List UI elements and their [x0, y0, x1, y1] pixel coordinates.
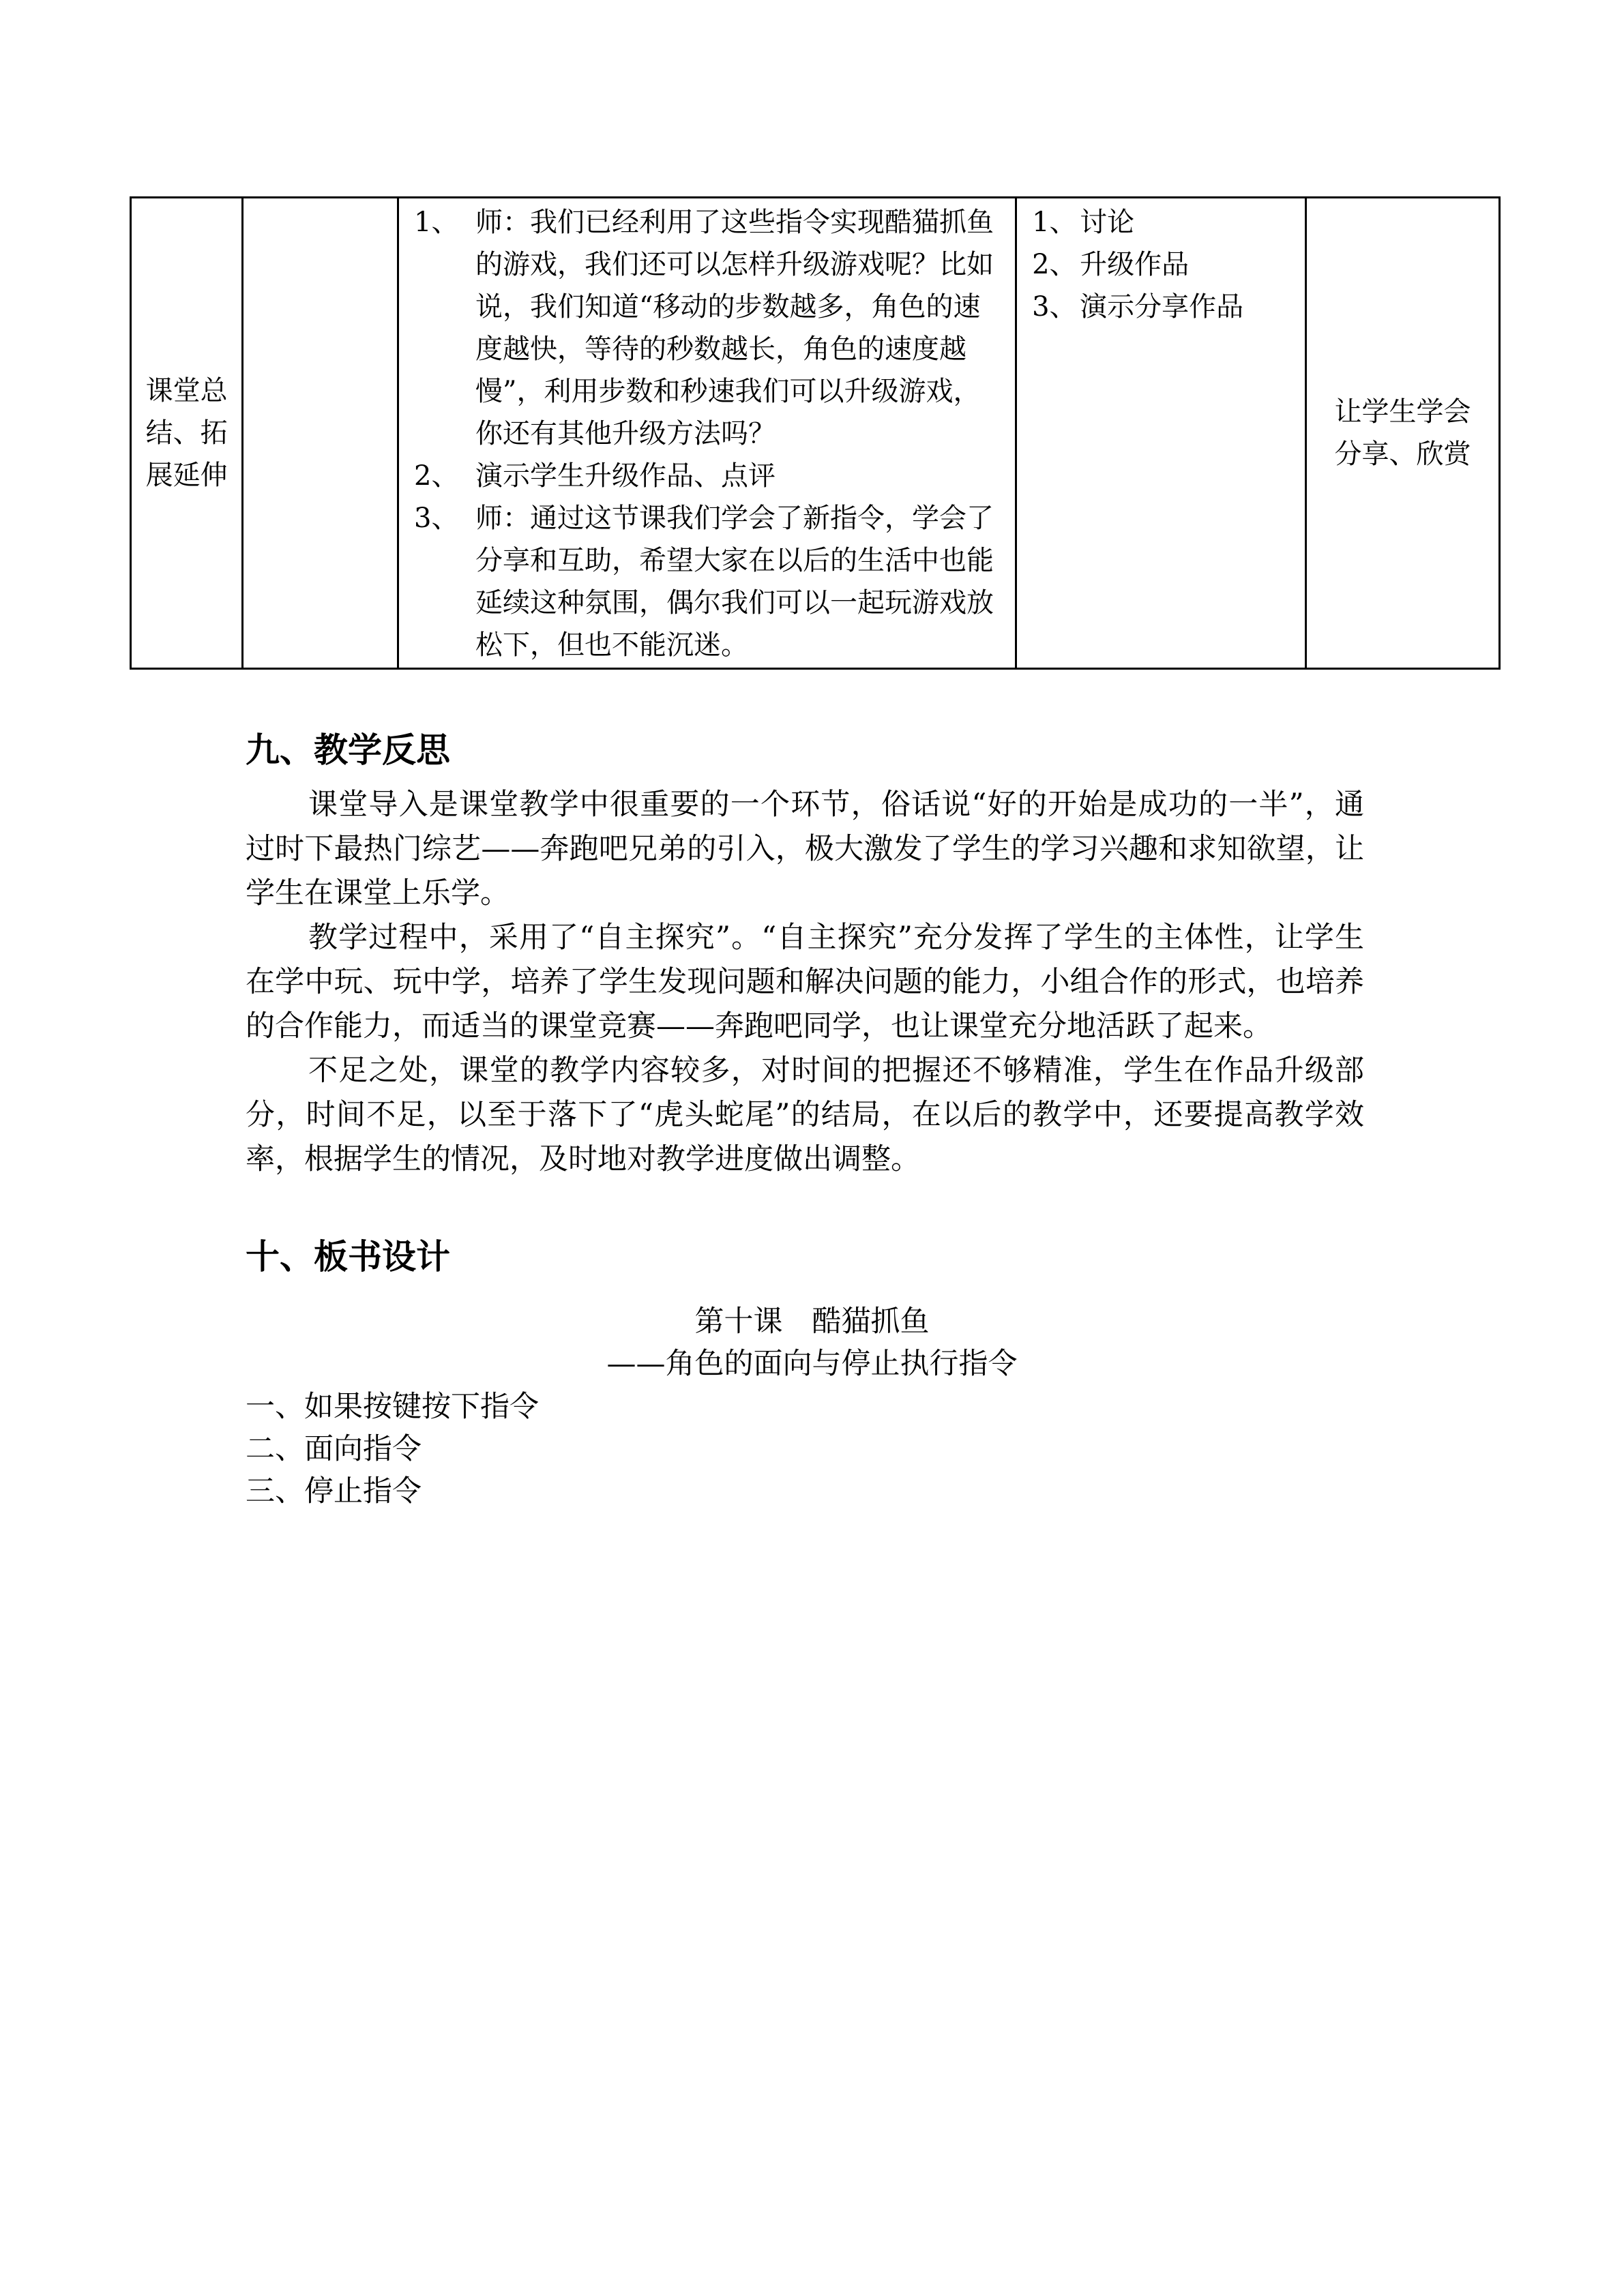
student-activity-item: [1032, 243, 1298, 286]
item-number: 1、: [1032, 207, 1077, 238]
board-outline-item: 一、如果按键按下指令: [246, 1390, 539, 1424]
item-text: 演示学生升级作品、点评: [475, 460, 776, 492]
item-number: 2、: [414, 460, 459, 492]
item-number: 3、: [1032, 291, 1077, 323]
item-text: 讨论: [1080, 207, 1135, 238]
table-row: [131, 198, 1500, 669]
item-number: 1、: [414, 207, 459, 238]
reflection-paragraph: 不足之处，课堂的教学内容较多，对时间的把握还不够精准，学生在作品升级部分，时间不足，以至于落下了“虎头蛇尾”的结局，在以后的教学中，还要提高教学效率，根据学生的情况，及时地对教学进度做出调整。: [246, 1054, 1364, 1176]
teacher-activity-item: [414, 455, 1001, 497]
stage-line: 结、拓: [145, 417, 228, 449]
teacher-activity-cell: [398, 198, 1016, 669]
time-cell: [243, 198, 398, 669]
stage-cell: [131, 198, 243, 669]
stage-line: 展延伸: [145, 460, 228, 491]
teacher-activity-item: [414, 497, 1001, 666]
student-activity-cell: [1016, 198, 1306, 669]
intent-line: 分享、欣赏: [1334, 438, 1471, 470]
reflection-paragraph: 课堂导入是课堂教学中很重要的一个环节，俗话说“好的开始是成功的一半”，通过时下最热门综艺——奔跑吧兄弟的引入，极大激发了学生的学习兴趣和求知欲望，让学生在课堂上乐学。: [246, 788, 1364, 910]
teacher-activity-item: [414, 201, 1001, 455]
board-outline-item: 三、停止指令: [246, 1474, 422, 1508]
lesson-plan-table: [130, 196, 1501, 670]
item-text: 升级作品: [1080, 249, 1190, 280]
board-lesson-subtitle: ——角色的面向与停止执行指令: [606, 1347, 1018, 1381]
design-intent-cell: [1305, 198, 1499, 669]
intent-line: 让学生学会: [1334, 396, 1471, 428]
student-activity-item: [1032, 286, 1298, 328]
student-activity-item: [1032, 201, 1298, 243]
reflection-paragraph: 教学过程中，采用了“自主探究”。“自主探究”充分发挥了学生的主体性，让学生在学中玩、玩中学，培养了学生发现问题和解决问题的能力，小组合作的形式，也培养的合作能力，而适当的课堂竞赛——奔跑吧同学，也让课堂充分地活跃了起来。: [246, 921, 1364, 1043]
item-text: 师：通过这节课我们学会了新指令，学会了分享和互助，希望大家在以后的生活中也能延续这种氛围，偶尔我们可以一起玩游戏放松下，但也不能沉迷。: [475, 503, 994, 661]
stage-line: 课堂总: [145, 375, 228, 406]
board-lesson-title: 第十课 酷猫抓鱼: [694, 1304, 930, 1339]
item-text: 演示分享作品: [1080, 291, 1244, 323]
section-heading-board-design: 十、板书设计: [246, 1237, 450, 1277]
board-outline: [246, 1386, 539, 1512]
item-text: 师：我们已经利用了这些指令实现酷猫抓鱼的游戏，我们还可以怎样升级游戏呢？比如说，我们知道“移动的步数越多，角色的速度越快，等待的秒数越长，角色的速度越慢”，利用步数和秒速我们可以升级游戏，你还有其他升级方法吗？: [475, 207, 994, 449]
item-number: 2、: [1032, 249, 1077, 280]
section-heading-reflection: 九、教学反思: [246, 730, 450, 770]
reflection-body: [246, 783, 1364, 1182]
board-outline-item: 二、面向指令: [246, 1432, 422, 1466]
item-number: 3、: [414, 503, 459, 534]
